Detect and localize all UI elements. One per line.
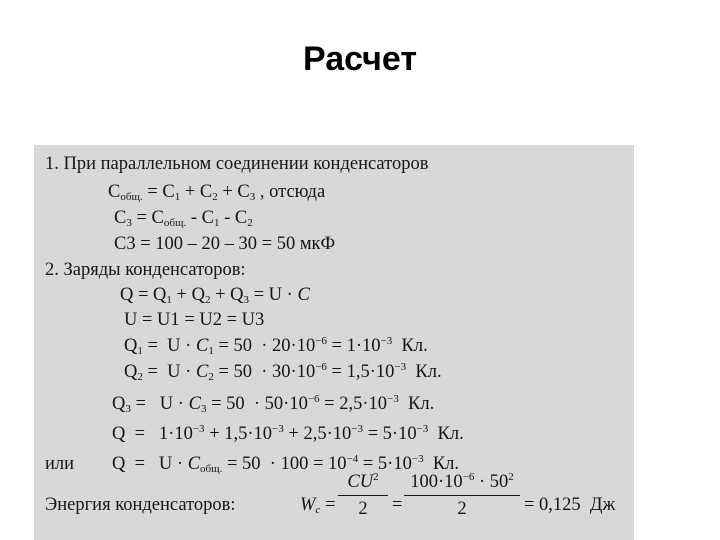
energy-result: = 0,125 Дж bbox=[524, 495, 616, 515]
voltage-equation: U = U1 = U2 = U3 bbox=[124, 310, 265, 330]
q3-equation: $Q_3 = U \cdot C_3 = 50 \cdot 50\cdot 10^{-6} = 2,5\cdot 10^{-3}$ Кл. bbox=[112, 393, 435, 415]
charge-sum-equation: $Q = Q_1 + Q_2 + Q_3 = U \cdot C$ bbox=[120, 285, 310, 306]
or-label: или bbox=[45, 454, 75, 474]
energy-equals: = bbox=[392, 495, 403, 515]
c3-expression: $C_3 = C_{общ.} - C_1 - C_2$ bbox=[114, 208, 253, 229]
step2-header: 2. Заряды конденсаторов: bbox=[45, 260, 246, 280]
q2-equation: $Q_2 = U \cdot C_2 = 50 \cdot 30\cdot 10^{-6} = 1,5\cdot 10^{-3}$ Кл. bbox=[124, 361, 442, 383]
q-sum-equation: $Q = 1\cdot 10^{-3} + 1,5\cdot 10^{-3} + 2,5\cdot 10^{-3} = 5\cdot 10^{-3}$ Кл. bbox=[112, 423, 464, 444]
total-capacitance-equation: $C_{общ.} = C_1 + C_2 + C_3$ , отсюда bbox=[108, 182, 326, 203]
q-alternative-equation: $Q = U \cdot C_{общ.} = 50 \cdot 100 = 10^{-4} = 5\cdot 10^{-3}$ Кл. bbox=[112, 453, 460, 475]
step1-header: 1. При параллельном соединении конденсаторов bbox=[45, 154, 429, 174]
q1-equation: $Q_1 = U \cdot C_1 = 50 \cdot 20\cdot 10^{-6} = 1\cdot 10^{-3}$ Кл. bbox=[124, 335, 428, 357]
energy-fraction-2: $100\cdot 10^{-6} \cdot 50^2$ 2 bbox=[404, 471, 520, 520]
energy-symbol: $W_c$ = bbox=[300, 495, 336, 516]
c3-value: C3 = 100 – 20 – 30 = 50 мкФ bbox=[114, 234, 336, 254]
solution-panel bbox=[34, 145, 634, 540]
slide-title: Расчет bbox=[302, 40, 418, 78]
energy-label: Энергия конденсаторов: bbox=[45, 495, 236, 515]
energy-fraction-1: $CU^2$ 2 bbox=[338, 471, 388, 520]
